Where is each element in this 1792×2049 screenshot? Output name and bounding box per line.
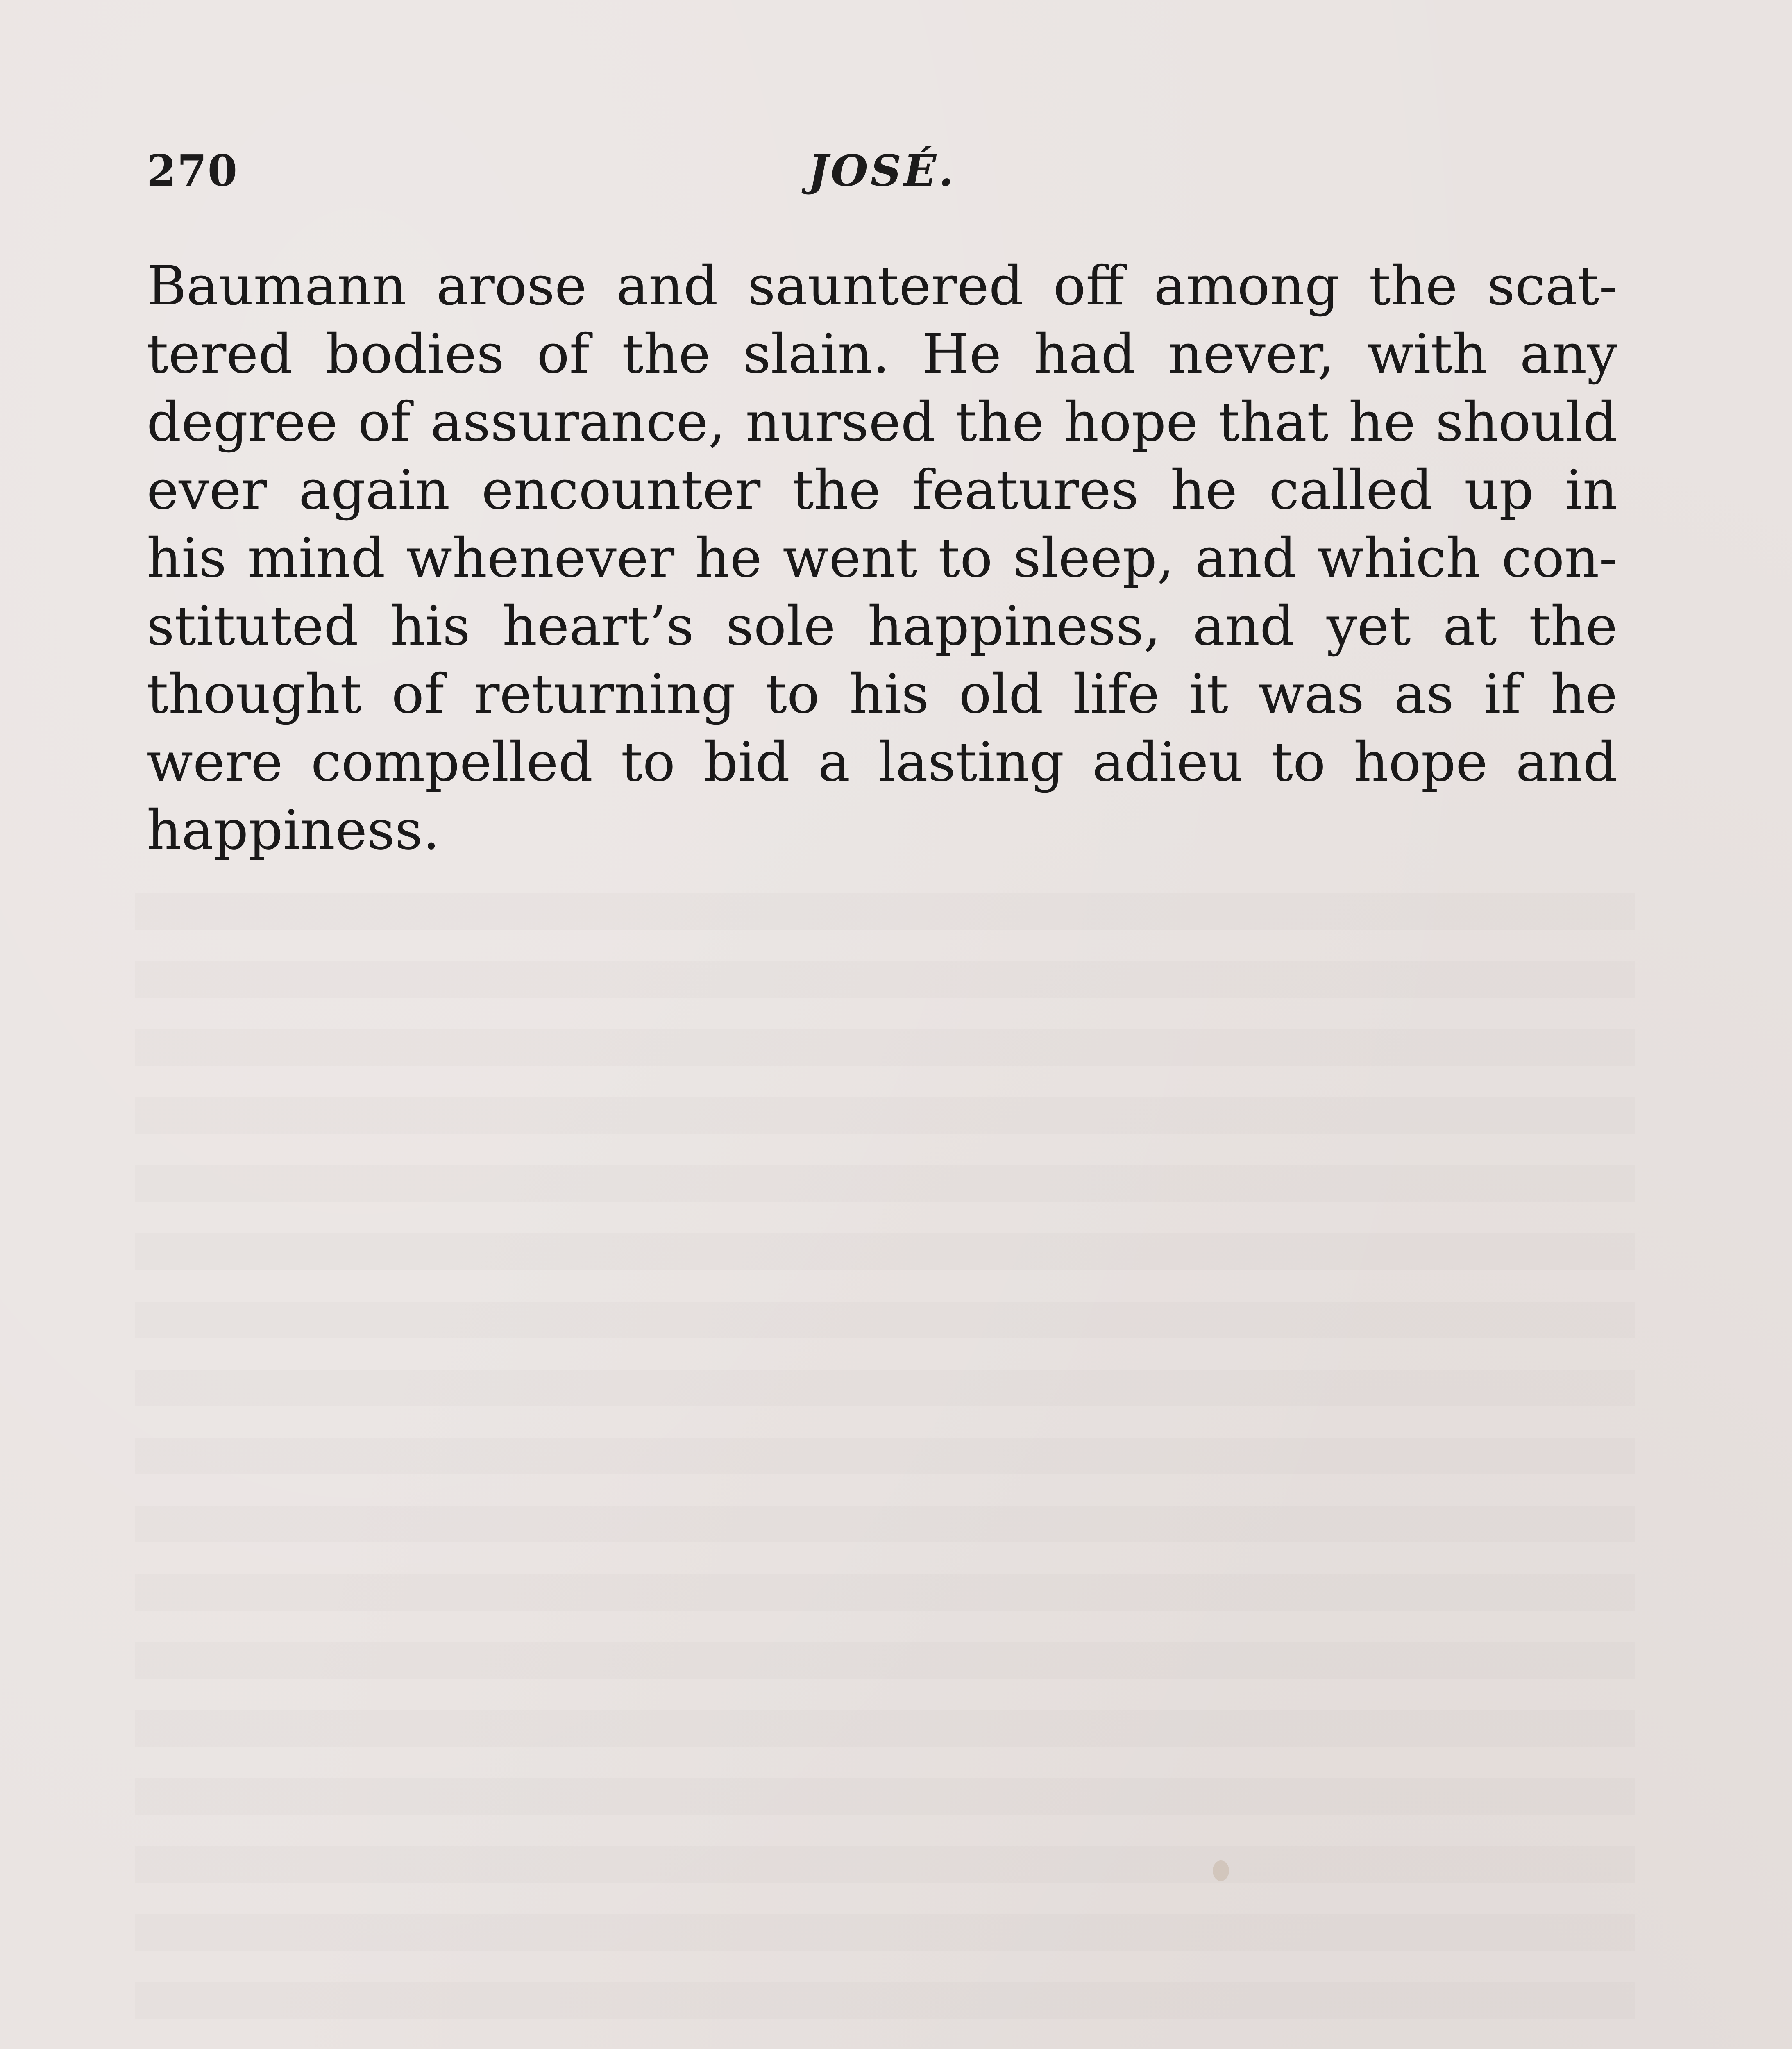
- text-line: degree of assurance, nursed the hope that he should: [147, 391, 1617, 454]
- text-line: stituted his heart’s sole happiness, and yet at the: [147, 595, 1617, 658]
- show-through-text: [135, 893, 1635, 2049]
- text-line: thought of returning to his old life it was as if he: [147, 663, 1617, 726]
- text-line: Baumann arose and sauntered off among the scat-: [147, 254, 1617, 318]
- body-paragraph: [147, 252, 1617, 864]
- page-number: 270: [147, 145, 238, 196]
- running-title: JOSÉ.: [808, 145, 956, 196]
- paper-stain: [1213, 1860, 1229, 1881]
- text-line: his mind whenever he went to sleep, and which con-: [147, 527, 1617, 590]
- text-line: happiness.: [147, 799, 440, 862]
- text-line: tered bodies of the slain. He had never, with any: [147, 323, 1617, 386]
- text-line: ever again encounter the features he called up in: [147, 459, 1617, 522]
- page-header: [147, 145, 1617, 203]
- text-line: were compelled to bid a lasting adieu to hope and: [147, 731, 1617, 794]
